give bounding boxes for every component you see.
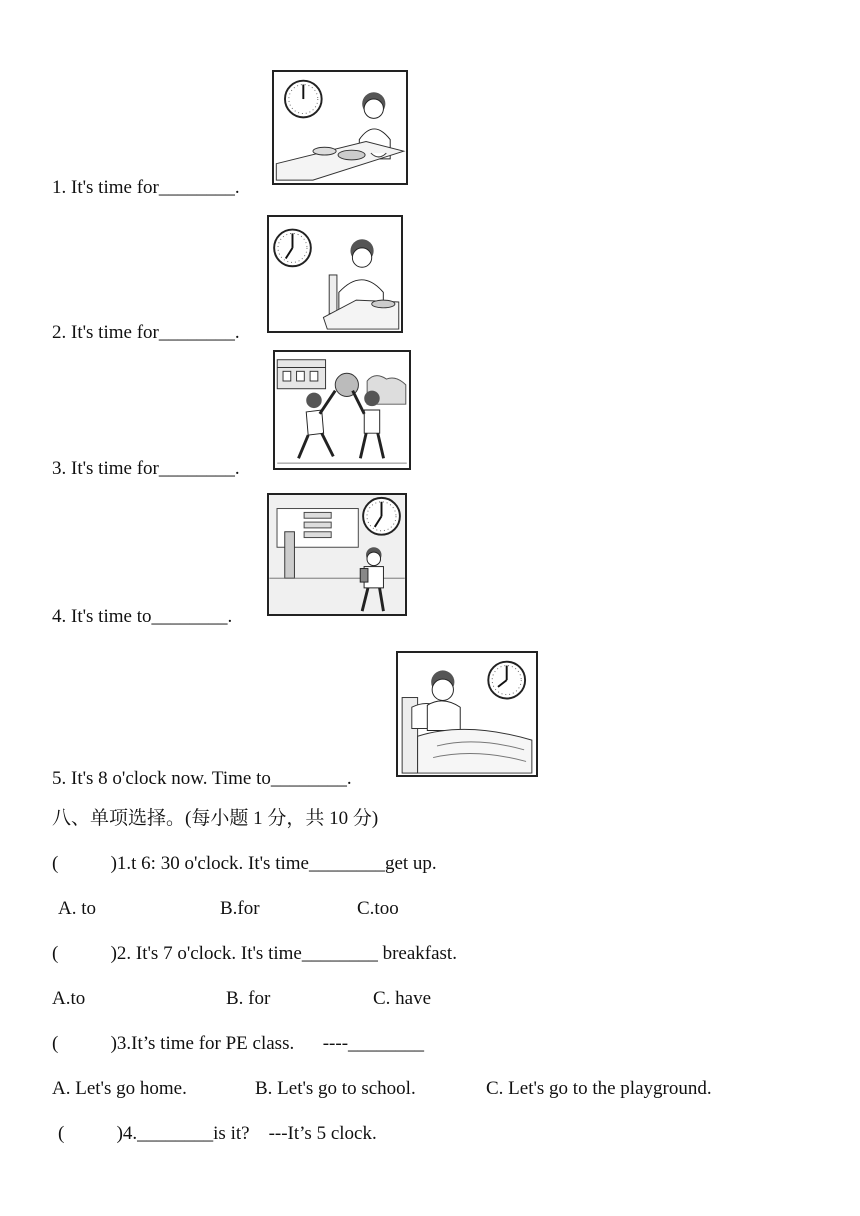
question-2-stem: ( )2. It's 7 o'clock. It's time________ breakfast. <box>52 943 457 964</box>
question-3-stem: ( )3.It’s time for PE class. ----________ <box>52 1033 425 1054</box>
fill-blank-3: 3. It's time for________. <box>52 458 240 479</box>
fill-blank-5: 5. It's 8 o'clock now. Time to________. <box>52 768 352 789</box>
clock-12-breakfast-boy-eating-icon <box>274 72 406 183</box>
picture-1 <box>272 70 408 185</box>
question-2-option-c: C. have <box>373 988 432 1009</box>
section-title: 八、单项选择。(每小题 1 分，共 10 分) <box>52 808 379 829</box>
question-3-option-c: C. Let's go to the playground. <box>486 1078 712 1099</box>
question-1-option-c: C.too <box>357 898 399 919</box>
fill-blank-2: 2. It's time for________. <box>52 322 240 343</box>
clock-7-boy-eating-icon <box>269 217 401 331</box>
question-1-stem: ( )1.t 6: 30 o'clock. It's time________get up. <box>52 853 437 874</box>
boys-playing-ball-icon <box>275 352 409 468</box>
fill-blank-1: 1. It's time for________. <box>52 177 240 198</box>
question-2-option-b: B. for <box>226 988 271 1009</box>
question-1-option-b: B.for <box>220 898 260 919</box>
picture-4 <box>267 493 407 616</box>
picture-5 <box>396 651 538 777</box>
question-2-option-a: A.to <box>52 988 86 1009</box>
clock-8-boy-in-bed-icon <box>398 653 536 775</box>
question-3-option-a: A. Let's go home. <box>52 1078 187 1099</box>
question-1-option-a: A. to <box>58 898 96 919</box>
picture-2 <box>267 215 403 333</box>
picture-3 <box>273 350 411 470</box>
question-4-stem: ( )4.________is it? ---It’s 5 clock. <box>58 1123 377 1144</box>
clock-7-boy-going-to-school-icon <box>269 495 405 614</box>
fill-blank-4: 4. It's time to________. <box>52 606 233 627</box>
question-3-option-b: B. Let's go to school. <box>255 1078 416 1099</box>
